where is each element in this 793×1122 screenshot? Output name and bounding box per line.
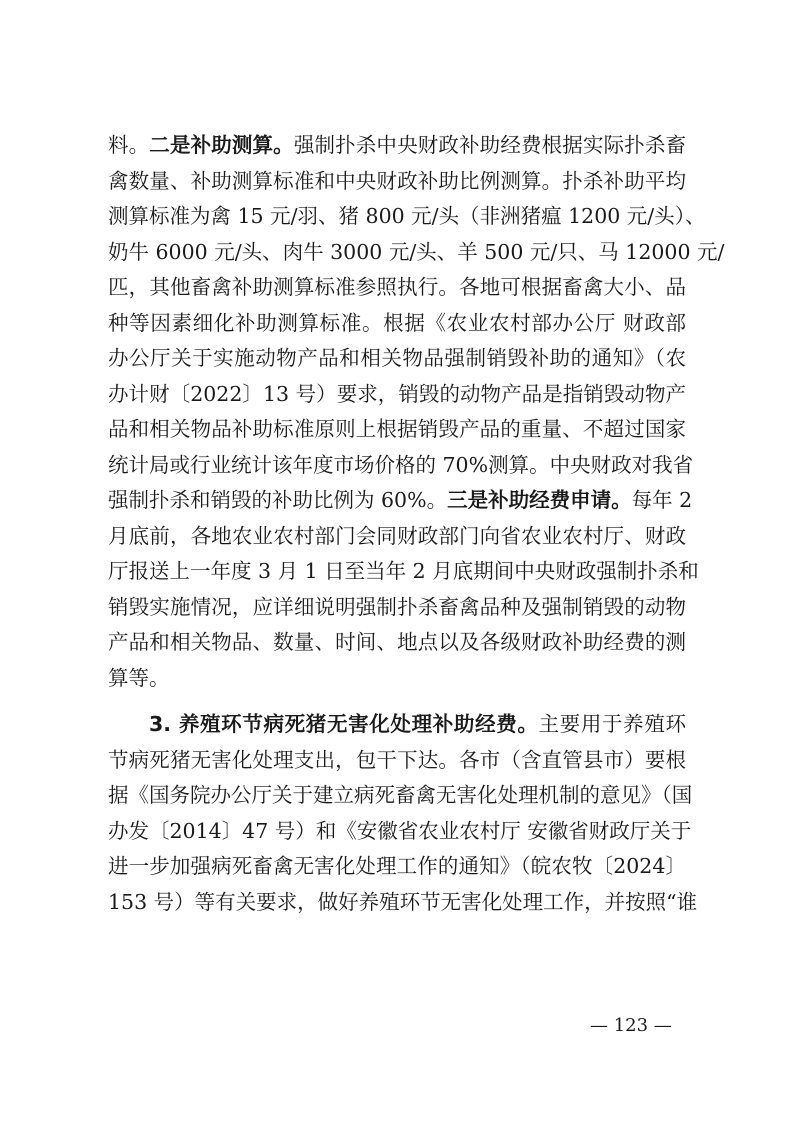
- text-line: [108, 199, 706, 235]
- body-text-segment: 种等因素细化补助测算标准。根据《农业农村部办公厅 财政部: [108, 310, 686, 335]
- bold-heading-text: 3. 养殖环节病死猪无害化处理补助经费。: [149, 712, 539, 736]
- body-text-segment: 算等。: [108, 665, 170, 690]
- body-text-segment: 销毁实施情况，应详细说明强制扑杀畜禽品种及强制销毁的动物: [108, 594, 686, 619]
- text-line: [108, 590, 686, 626]
- text-line: [108, 377, 686, 413]
- text-line: [108, 661, 686, 697]
- text-line: [108, 519, 686, 555]
- text-line: [108, 743, 686, 779]
- body-text-segment: 153 号）等有关要求，做好养殖环节无害化处理工作，并按照“谁: [108, 889, 698, 914]
- body-text-segment: 禽数量、补助测算标准和中央财政补助比例测算。扑杀补助平均: [108, 168, 686, 193]
- text-line: [108, 778, 693, 814]
- body-text-segment: 匹，其他畜禽补助测算标准参照执行。各地可根据畜禽大小、品: [108, 275, 686, 299]
- body-text-segment: 厅报送上一年度 3 月 1 日至当年 2 月底期间中央财政强制扑杀和: [108, 559, 699, 583]
- text-line: [108, 412, 686, 448]
- body-text-segment: 测算标准为禽 15 元/羽、猪 800 元/头（非洲猪瘟 1200 元/头）、: [108, 204, 706, 228]
- body-text-segment: 办计财〔2022〕13 号）要求，销毁的动物产品是指销毁动物产: [108, 381, 686, 406]
- body-text-segment: 产品和相关物品、数量、时间、地点以及各级财政补助经费的测: [108, 630, 686, 654]
- text-line: [108, 625, 686, 661]
- body-text-segment: 强制扑杀和销毁的补助比例为 60%。: [108, 488, 448, 512]
- body-text-segment: 据《国务院办公厅关于建立病死畜禽无害化处理机制的意见》（国: [108, 783, 693, 807]
- body-text-segment: 月底前，各地农业农村部门会同财政部门向省农业农村厅、财政: [108, 523, 686, 548]
- text-line: [108, 849, 686, 885]
- text-line: [108, 554, 699, 590]
- body-text-segment: 节病死猪无害化处理支出，包干下达。各市（含直管县市）要根: [108, 747, 686, 772]
- body-text-segment: 料。: [108, 133, 150, 157]
- body-text: [108, 128, 725, 920]
- paragraph-gap: [108, 696, 686, 707]
- text-line: [108, 270, 686, 306]
- body-text-segment: 每年 2: [631, 488, 693, 512]
- text-line: [108, 164, 686, 200]
- body-text-segment: 办发〔2014〕47 号）和《安徽省农业农村厅 安徽省财政厅关于: [108, 818, 692, 843]
- text-line: [108, 707, 686, 743]
- text-line: [108, 448, 694, 484]
- body-text-segment: 强制扑杀中央财政补助经费根据实际扑杀畜: [293, 133, 687, 157]
- body-text-segment: 主要用于养殖环: [538, 712, 686, 736]
- body-text-segment: 进一步加强病死畜禽无害化处理工作的通知》（皖农牧〔2024〕: [108, 854, 686, 878]
- text-line: [108, 885, 698, 921]
- text-line: [108, 341, 686, 377]
- body-text-segment: 统计局或行业统计该年度市场价格的 70%测算。中央财政对我省: [108, 452, 694, 477]
- text-line: [108, 814, 692, 850]
- body-text-segment: 品和相关物品补助标准原则上根据销毁产品的重量、不超过国家: [108, 417, 686, 441]
- bold-heading-text: 三是补助经费申请。: [447, 488, 632, 512]
- text-line: [108, 306, 686, 342]
- text-line: [108, 128, 686, 164]
- body-text-segment: 奶牛 6000 元/头、肉牛 3000 元/头、羊 500 元/只、马 12000 元/: [108, 239, 725, 264]
- page-number: — 123 —: [590, 1015, 672, 1036]
- body-text-segment: 办公厅关于实施动物产品和相关物品强制销毁补助的通知》（农: [108, 346, 686, 370]
- text-line: [108, 235, 725, 271]
- text-line: [108, 483, 693, 519]
- bold-heading-text: 二是补助测算。: [149, 133, 294, 157]
